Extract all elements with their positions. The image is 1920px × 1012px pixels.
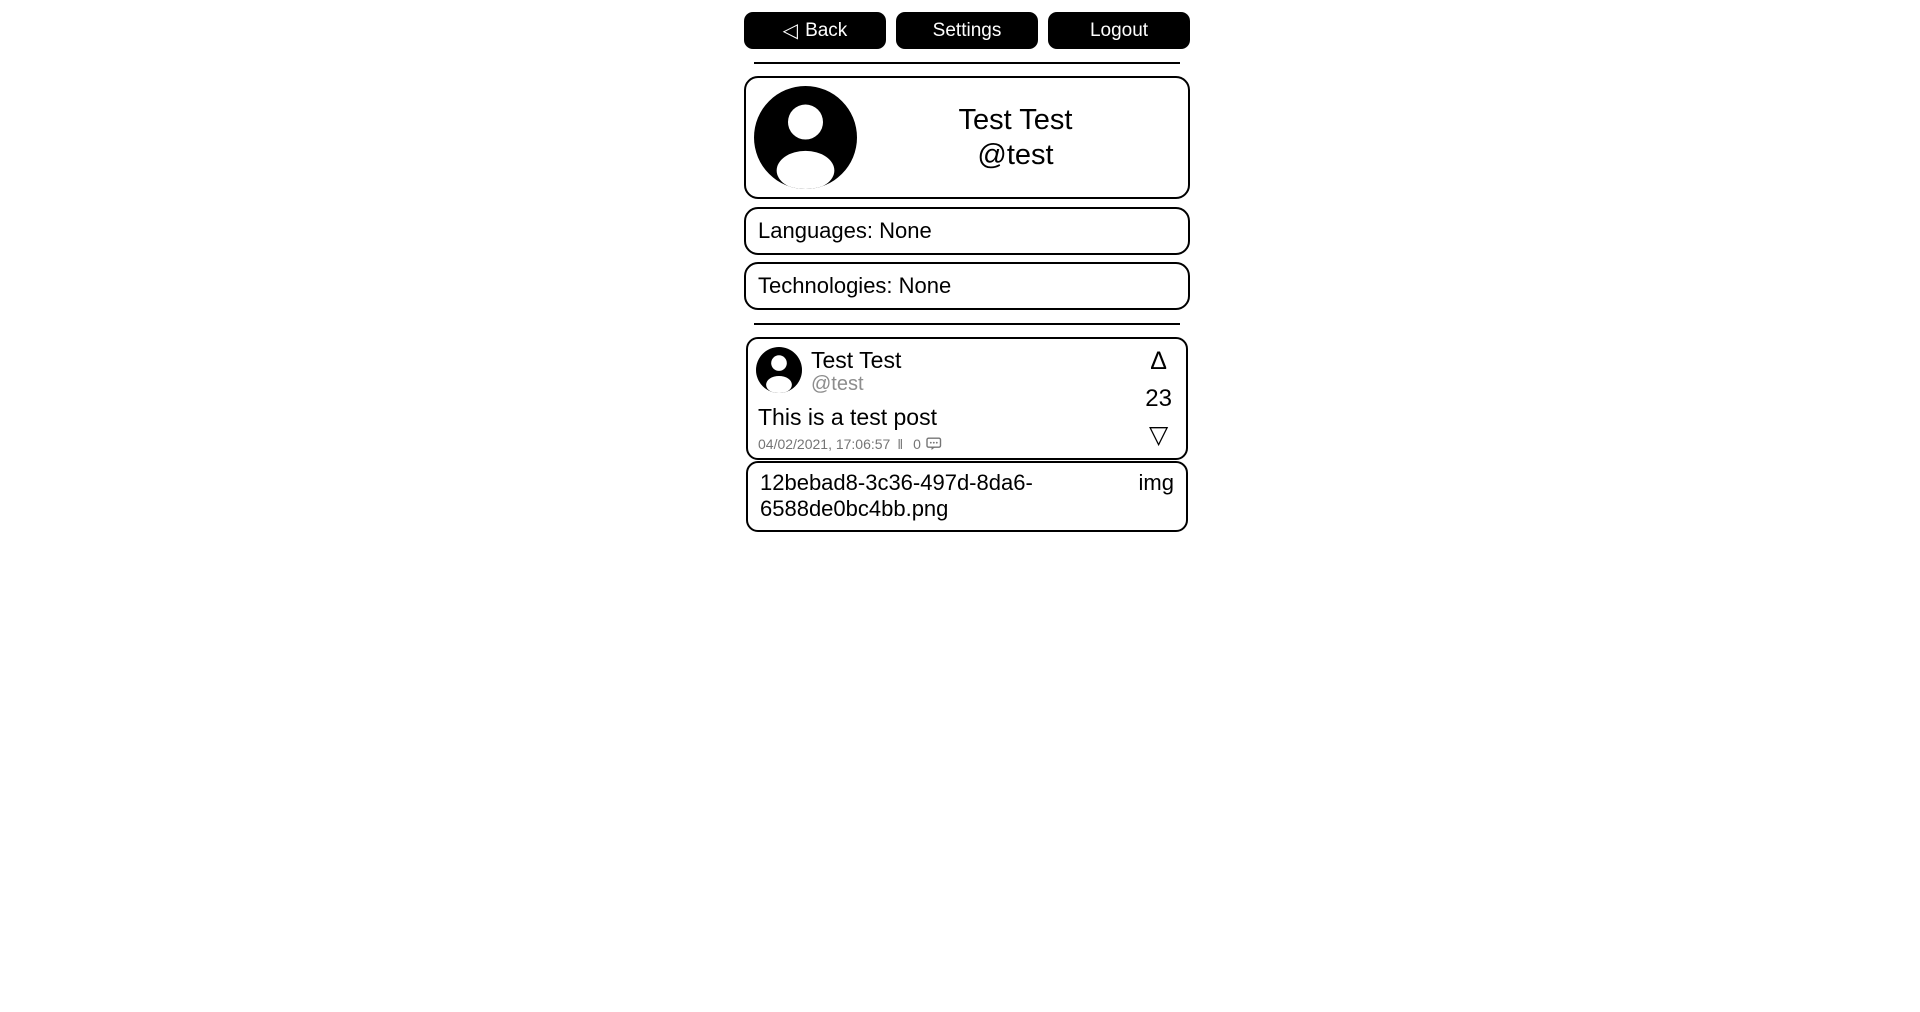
- post-author-name: Test Test: [811, 347, 902, 373]
- post-meta: [758, 436, 1139, 452]
- post-body-text: This is a test post: [758, 404, 937, 431]
- vote-column: [1139, 347, 1172, 452]
- downvote-button[interactable]: ▽: [1149, 421, 1169, 450]
- meta-separator: ‖: [897, 436, 905, 453]
- settings-button-label: Settings: [932, 19, 1002, 41]
- profile-identity: [857, 103, 1174, 173]
- profile-card: [744, 76, 1190, 199]
- post-author-avatar-icon: [756, 347, 802, 393]
- logout-button[interactable]: [1048, 12, 1190, 49]
- post-header: [756, 347, 1139, 396]
- back-triangle-icon: ◁: [782, 19, 799, 42]
- post-card: [746, 337, 1188, 460]
- technologies-box: Technologies: None: [744, 262, 1190, 310]
- post-content: [756, 347, 1139, 452]
- vote-score: 23: [1145, 384, 1172, 412]
- comment-bubble-icon: [926, 437, 942, 451]
- post: [746, 337, 1188, 532]
- profile-avatar-icon: [754, 86, 857, 189]
- languages-box: Languages: None: [744, 207, 1190, 255]
- post-timestamp: 04/02/2021, 17:06:57: [758, 436, 891, 453]
- settings-button[interactable]: [896, 12, 1038, 49]
- attachment-type-label: img: [1138, 470, 1174, 496]
- posts-divider: [754, 323, 1180, 325]
- toolbar: [744, 12, 1190, 49]
- attachment-filename: 12bebad8-3c36-497d-8da6-6588de0bc4bb.png: [760, 470, 1033, 521]
- profile-name: Test Test: [958, 103, 1073, 136]
- post-author-identity: [811, 347, 901, 396]
- back-button[interactable]: [744, 12, 886, 49]
- post-author-handle: @test: [811, 373, 864, 396]
- logout-button-label: Logout: [1089, 19, 1149, 41]
- profile-page: [744, 0, 1190, 532]
- comment-count: 0: [913, 436, 921, 453]
- profile-handle: @test: [977, 138, 1054, 171]
- top-divider: [754, 62, 1180, 64]
- back-button-label: Back: [805, 19, 848, 41]
- attachment-row[interactable]: [746, 461, 1188, 532]
- upvote-button[interactable]: Δ: [1150, 347, 1167, 375]
